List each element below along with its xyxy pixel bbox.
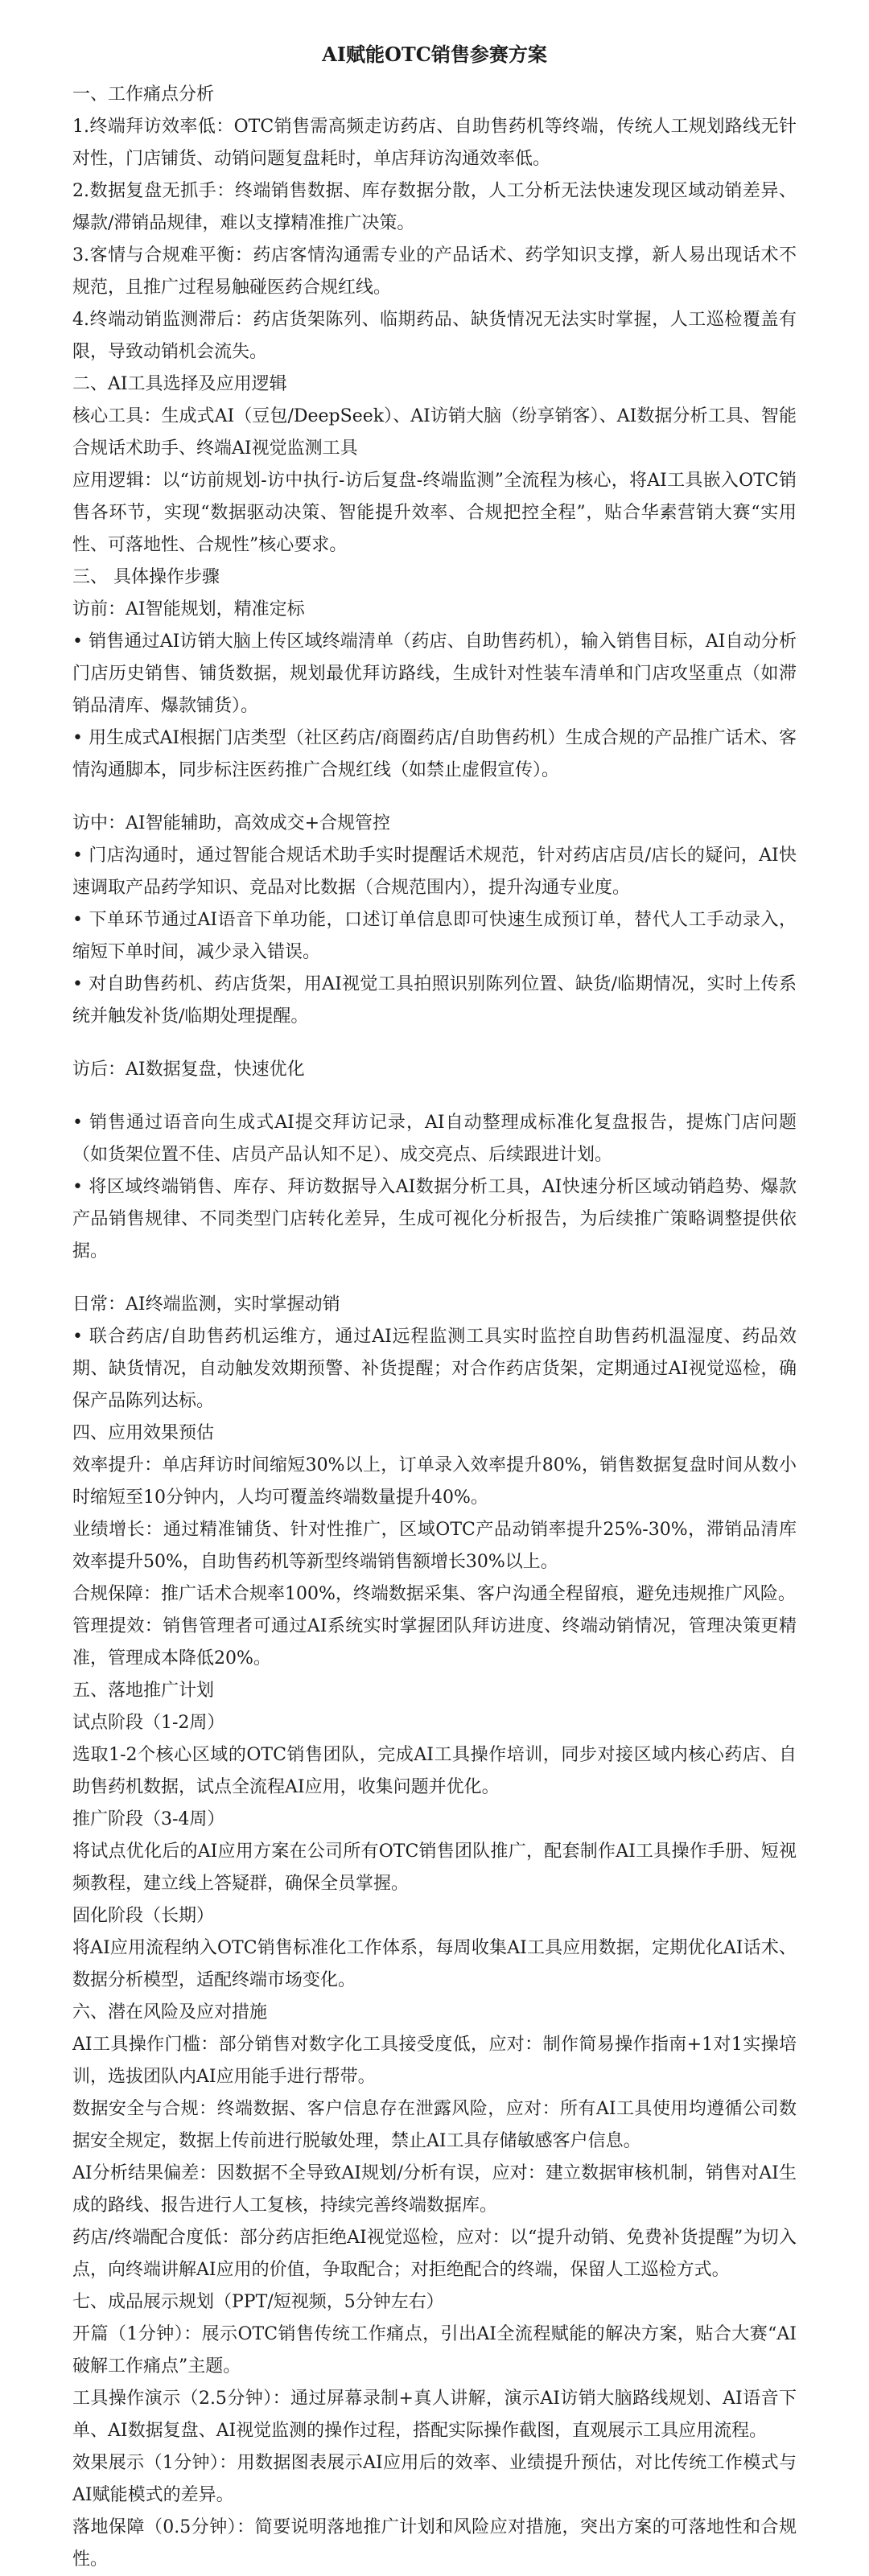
paragraph: • 销售通过AI访销大脑上传区域终端清单（药店、自助售药机），输入销售目标，AI自动分析门店历史销售、铺货数据，规划最优拜访路线，生成针对性装车清单和门店攻坚重点（如滞销品清库、爆款铺货）。 [72,632,797,716]
paragraph: 推广阶段（3-4周） [72,1809,225,1829]
paragraph: 管理提效：销售管理者可通过AI系统实时掌握团队拜访进度、终端动销情况，管理决策更精准，管理成本降低20%。 [72,1616,797,1669]
paragraph: 药店/终端配合度低：部分药店拒绝AI视觉巡检，应对：以“提升动销、免费补货提醒”为切入点，向终端讲解AI应用的价值，争取配合；对拒绝配合的终端，保留人工巡检方式。 [72,2228,797,2280]
section-heading: 七、成品展示规划（PPT/短视频，5分钟左右） [72,2292,444,2312]
paragraph: • 门店沟通时，通过智能合规话术助手实时提醒话术规范，针对药店店员/店长的疑问，AI快速调取产品药学知识、竞品对比数据（合规范围内），提升沟通专业度。 [72,846,797,898]
paragraph: 固化阶段（长期） [72,1906,215,1926]
paragraph: 4.终端动销监测滞后：药店货架陈列、临期药品、缺货情况无法实时掌握，人工巡检覆盖有限，导致动销机会流失。 [72,310,797,362]
paragraph: 将AI应用流程纳入OTC销售标准化工作体系，每周收集AI工具应用数据，定期优化AI话术、数据分析模型，适配终端市场变化。 [72,1938,797,1990]
spacer [72,1086,797,1107]
paragraph: • 销售通过语音向生成式AI提交拜访记录，AI自动整理成标准化复盘报告，提炼门店问题（如货架位置不佳、店员产品认知不足）、成交亮点、后续跟进计划。 [72,1113,797,1165]
paragraph: • 将区域终端销售、库存、拜访数据导入AI数据分析工具，AI快速分析区域动销趋势、爆款产品销售规律、不同类型门店转化差异，生成可视化分析报告，为后续推广策略调整提供依据。 [72,1177,797,1261]
paragraph: • 联合药店/自助售药机运维方，通过AI远程监测工具实时监控自助售药机温湿度、药品效期、缺货情况，自动触发效期预警、补货提醒；对合作药店货架，定期通过AI视觉巡检，确保产品陈列达标。 [72,1327,797,1411]
paragraph: 落地保障（0.5分钟）：简要说明落地推广计划和风险应对措施，突出方案的可落地性和合规性。 [72,2517,797,2570]
section-heading: 六、潜在风险及应对措施 [72,2002,268,2023]
paragraph: 试点阶段（1-2周） [72,1713,225,1733]
paragraph: 1.终端拜访效率低：OTC销售需高频走访药店、自助售药机等终端，传统人工规划路线无针对性，门店铺货、动销问题复盘耗时，单店拜访沟通效率低。 [72,117,797,169]
paragraph: 效果展示（1分钟）：用数据图表展示AI应用后的效率、业绩提升预估，对比传统工作模式与AI赋能模式的差异。 [72,2453,797,2505]
paragraph: 3.客情与合规难平衡：药店客情沟通需专业的产品话术、药学知识支撑，新人易出现话术不规范，且推广过程易触碰医药合规红线。 [72,245,797,298]
document-body [72,79,797,2576]
paragraph: 数据安全与合规：终端数据、客户信息存在泄露风险，应对：所有AI工具使用均遵循公司数据安全规定，数据上传前进行脱敏处理，禁止AI工具存储敏感客户信息。 [72,2099,797,2151]
spacer [72,1268,797,1289]
section-heading: 五、落地推广计划 [72,1681,215,1701]
paragraph: 效率提升：单店拜访时间缩短30%以上，订单录入效率提升80%，销售数据复盘时间从数小时缩短至10分钟内，人均可覆盖终端数量提升40%。 [72,1455,797,1508]
paragraph: 合规保障：推广话术合规率100%，终端数据采集、客户沟通全程留痕，避免违规推广风险。 [72,1584,796,1604]
paragraph: • 对自助售药机、药店货架，用AI视觉工具拍照识别陈列位置、缺货/临期情况，实时上传系统并触发补货/临期处理提醒。 [72,974,797,1027]
paragraph: AI工具操作门槛：部分销售对数字化工具接受度低，应对：制作简易操作指南+1对1实操培训，选拔团队内AI应用能手进行帮带。 [72,2035,797,2087]
section-heading: 一、工作痛点分析 [72,84,215,105]
paragraph: 选取1-2个核心区域的OTC销售团队，完成AI工具操作培训，同步对接区域内核心药店、自助售药机数据，试点全流程AI应用，收集问题并优化。 [72,1745,797,1797]
paragraph: 工具操作演示（2.5分钟）：通过屏幕录制+真人讲解，演示AI访销大脑路线规划、AI语音下单、AI数据复盘、AI视觉监测的操作过程，搭配实际操作截图，直观展示工具应用流程。 [72,2389,797,2441]
section-heading: 四、应用效果预估 [72,1423,215,1443]
paragraph: 业绩增长：通过精准铺货、针对性推广，区域OTC产品动销率提升25%-30%，滞销品清库效率提升50%，自助售药机等新型终端销售额增长30%以上。 [72,1520,797,1572]
paragraph: 应用逻辑：以“访前规划-访中执行-访后复盘-终端监测”全流程为核心，将AI工具嵌入OTC销售各环节，实现“数据驱动决策、智能提升效率、合规把控全程”，贴合华素营销大赛“实用性、可落地性、合规性”核心要求。 [72,471,797,555]
paragraph: AI分析结果偏差：因数据不全导致AI规划/分析有误，应对：建立数据审核机制，销售对AI生成的路线、报告进行人工复核，持续完善终端数据库。 [72,2163,797,2216]
spacer [72,787,797,808]
paragraph: 核心工具：生成式AI（豆包/DeepSeek）、AI访销大脑（纷享销客）、AI数据分析工具、智能合规话术助手、终端AI视觉监测工具 [72,406,797,459]
paragraph: 访后：AI数据复盘，快速优化 [72,1060,305,1080]
paragraph: • 用生成式AI根据门店类型（社区药店/商圈药店/自助售药机）生成合规的产品推广话术、客情沟通脚本，同步标注医药推广合规红线（如禁止虚假宣传）。 [72,728,797,780]
spacer [72,1033,797,1054]
paragraph: 2.数据复盘无抓手：终端销售数据、库存数据分散，人工分析无法快速发现区域动销差异、爆款/滞销品规律，难以支撑精准推广决策。 [72,181,797,233]
paragraph: 将试点优化后的AI应用方案在公司所有OTC销售团队推广，配套制作AI工具操作手册、短视频教程，建立线上答疑群，确保全员掌握。 [72,1841,797,1894]
paragraph: 开篇（1分钟）：展示OTC销售传统工作痛点，引出AI全流程赋能的解决方案，贴合大赛“AI破解工作痛点”主题。 [72,2324,797,2376]
paragraph: 日常：AI终端监测，实时掌握动销 [72,1294,340,1315]
section-heading: 三、 具体操作步骤 [72,567,220,587]
paragraph: 访中：AI智能辅助，高效成交+合规管控 [72,813,391,833]
paragraph: 访前：AI智能规划，精准定标 [72,599,305,619]
document-title: AI赋能OTC销售参赛方案 [322,43,547,66]
section-heading: 二、AI工具选择及应用逻辑 [72,374,287,394]
paragraph: • 下单环节通过AI语音下单功能，口述订单信息即可快速生成预订单，替代人工手动录入，缩短下单时间，减少录入错误。 [72,910,797,962]
